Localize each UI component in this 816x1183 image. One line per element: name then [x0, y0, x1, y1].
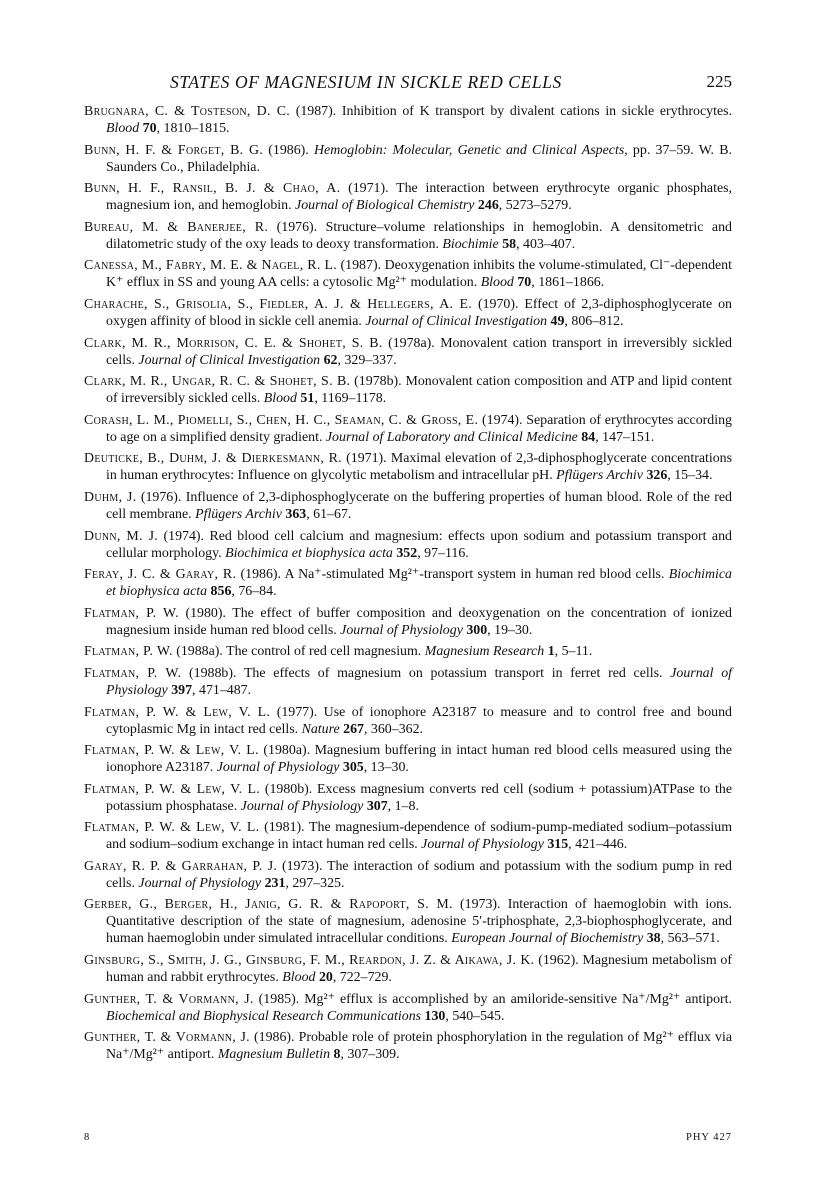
reference-volume: 38	[643, 931, 661, 947]
reference-pages: , 1861–1866.	[531, 275, 605, 291]
reference-entry	[84, 412, 732, 446]
page-footer	[84, 1132, 732, 1146]
reference-text: (1987). Deoxygenation inhibits the volume-stimulated, Cl⁻-dependent K⁺ efflux in SS and young AA cells: a cytosolic Mg²⁺ modulation.	[106, 258, 732, 291]
reference-pages: , 806–812.	[564, 313, 624, 329]
reference-authors: Flatman, P. W.	[84, 605, 179, 621]
reference-journal: Biochimica et biophysica acta	[225, 545, 393, 561]
reference-journal: Journal of Physiology	[340, 622, 463, 638]
reference-volume: 397	[167, 682, 193, 698]
reference-entry	[84, 566, 732, 600]
reference-text: (1962). Magnesium metabolism of human and rabbit erythrocytes.	[106, 953, 732, 986]
print-code: PHY 427	[686, 1132, 732, 1143]
reference-text: (1970). Effect of 2,3-diphosphoglycerate on oxygen affinity of blood in sickle cell anemia.	[106, 296, 732, 329]
reference-entry	[84, 896, 732, 947]
reference-journal: Journal of Clinical Investigation	[138, 352, 321, 368]
reference-entry	[84, 781, 732, 815]
reference-text: (1977). Use of ionophore A23187 to measure and to control free and bound cytoplasmic Mg in intact red cells.	[106, 704, 732, 737]
reference-volume: 130	[421, 1008, 446, 1024]
reference-volume: 326	[642, 468, 668, 484]
reference-text: (1985). Mg²⁺ efflux is accomplished by an amiloride-sensitive Na⁺/Mg²⁺ antiport.	[253, 991, 732, 1007]
reference-text: (1974). Red blood cell calcium and magnesium: effects upon sodium and potassium transport and cellular morphology.	[106, 528, 732, 561]
reference-pages: , 76–84.	[231, 584, 277, 600]
reference-pages: , 1–8.	[387, 798, 419, 814]
reference-entry	[84, 665, 732, 699]
reference-journal: Magnesium Bulletin	[217, 1047, 331, 1063]
reference-volume: 246	[474, 198, 499, 214]
reference-volume: 51	[296, 391, 315, 407]
reference-entry	[84, 1029, 732, 1063]
reference-volume: 315	[543, 837, 569, 853]
reference-text: (1987). Inhibition of K transport by divalent cations in sickle erythrocytes.	[290, 104, 732, 119]
reference-journal: Journal of Physiology	[421, 837, 544, 853]
reference-journal: Journal of Physiology	[138, 875, 262, 891]
reference-journal: Biochemical and Biophysical Research Communications	[106, 1008, 422, 1024]
reference-authors: Gunther, T. & Vormann, J.	[84, 1030, 250, 1046]
reference-authors: Flatman, P. W. & Lew, V. L.	[84, 704, 271, 720]
reference-pages: , 563–571.	[660, 931, 720, 947]
reference-text: (1971). The interaction between erythrocyte organic phosphates, magnesium ion, and hemoglobin.	[106, 181, 732, 214]
reference-entry	[84, 450, 732, 484]
reference-journal: Biochimie	[442, 236, 499, 252]
reference-text: (1980b). Excess magnesium converts red cell (sodium + potassium)ATPase to the potassium phosphatase.	[106, 781, 732, 814]
reference-pages: , pp. 37–59. W. B. Saunders Co., Philadelphia.	[106, 142, 732, 175]
reference-text: (1988b). The effects of magnesium on potassium transport in ferret red cells.	[181, 665, 671, 681]
reference-entry	[84, 373, 732, 407]
reference-volume: 49	[547, 313, 565, 329]
reference-pages: , 5273–5279.	[498, 198, 572, 214]
reference-text: (1980). The effect of buffer composition and deoxygenation on the concentration of ionized magnesium inside human red blood cells.	[106, 605, 732, 638]
reference-journal: Blood	[263, 391, 297, 407]
reference-journal: Blood	[282, 970, 316, 986]
reference-pages: , 403–407.	[516, 236, 576, 252]
reference-pages: , 13–30.	[363, 760, 409, 776]
reference-journal: Journal of Physiology	[240, 798, 364, 814]
reference-volume: 8	[330, 1047, 341, 1063]
reference-pages: , 97–116.	[417, 545, 469, 561]
reference-text: (1988a). The control of red cell magnesium.	[172, 644, 425, 660]
page-header	[84, 72, 732, 94]
reference-authors: Charache, S., Grisolia, S., Fiedler, A. J. & Hellegers, A. E.	[84, 296, 473, 312]
reference-journal: European Journal of Biochemistry	[451, 931, 644, 947]
reference-journal: Journal of Physiology	[216, 760, 340, 776]
reference-authors: Feray, J. C. & Garay, R.	[84, 567, 237, 583]
reference-pages: , 1810–1815.	[156, 121, 230, 136]
reference-authors: Flatman, P. W.	[84, 644, 173, 660]
reference-text: (1971). Maximal elevation of 2,3-diphosphoglycerate concentrations in human erythrocytes: Influence on glycolytic metabolism and intracellular pH.	[106, 451, 732, 484]
reference-authors: Corash, L. M., Piomelli, S., Chen, H. C., Seaman, C. & Gross, E.	[84, 412, 479, 428]
reference-authors: Duhm, J.	[84, 489, 137, 505]
reference-entry	[84, 952, 732, 986]
reference-text: (1978a). Monovalent cation transport in irreversibly sickled cells.	[106, 335, 732, 368]
reference-text: (1980a). Magnesium buffering in intact human red blood cells measured using the ionophore A23187.	[106, 743, 732, 776]
reference-entry	[84, 257, 732, 291]
reference-journal: Pflügers Archiv	[556, 468, 643, 484]
reference-volume: 1	[544, 644, 555, 660]
reference-text: (1986). Probable role of protein phosphorylation in the regulation of Mg²⁺ efflux via Na⁺/Mg²⁺ antiport.	[106, 1030, 732, 1063]
reference-volume: 20	[315, 970, 333, 986]
reference-volume: 231	[261, 875, 286, 891]
reference-journal: Biochimica et biophysica acta	[106, 567, 732, 600]
reference-pages: , 1169–1178.	[314, 391, 387, 407]
reference-journal: Magnesium Research	[424, 644, 545, 660]
reference-volume: 363	[281, 506, 307, 522]
reference-journal: Journal of Physiology	[106, 665, 732, 698]
reference-text: (1973). Interaction of haemoglobin with ions. Quantitative description of the state of magnesium, adenosine 5′-triphosphate, 2,3-biophosphoglycerate, and human haemoglobin under simulated intracellular conditions.	[106, 897, 732, 947]
reference-authors: Flatman, P. W. & Lew, V. L.	[84, 743, 259, 759]
reference-pages: , 360–362.	[363, 721, 424, 737]
reference-entry	[84, 991, 732, 1025]
reference-authors: Bureau, M. & Banerjee, R.	[84, 219, 269, 235]
reference-authors: Dunn, M. J.	[84, 528, 159, 544]
reference-volume: 352	[392, 545, 418, 561]
reference-pages: , 15–34.	[667, 468, 713, 484]
reference-authors: Deuticke, B., Duhm, J. & Dierkesmann, R.	[84, 451, 342, 467]
reference-text: (1986). A Na⁺-stimulated Mg²⁺-transport system in human red blood cells.	[236, 567, 669, 583]
reference-authors: Flatman, P. W. & Lew, V. L.	[84, 781, 261, 797]
reference-authors: Flatman, P. W. & Lew, V. L.	[84, 820, 260, 836]
reference-entry	[84, 605, 732, 639]
reference-volume: 305	[339, 760, 364, 776]
reference-volume: 70	[513, 275, 532, 291]
reference-entry	[84, 528, 732, 562]
reference-volume: 58	[498, 236, 517, 252]
reference-pages: , 421–446.	[568, 837, 628, 853]
reference-pages: , 307–309.	[340, 1047, 400, 1063]
reference-entry	[84, 296, 732, 330]
reference-entry	[84, 103, 732, 137]
reference-entry	[84, 335, 732, 369]
reference-journal: Blood	[106, 121, 140, 136]
reference-volume: 300	[462, 622, 488, 638]
reference-entry	[84, 704, 732, 738]
signature-mark: 8	[84, 1132, 91, 1143]
reference-text: (1976). Structure–volume relationships in hemoglobin. A densitometric and dilatometric study of the oxy leads to deoxy transformation.	[106, 219, 732, 252]
reference-journal: Journal of Biological Chemistry	[295, 198, 475, 214]
reference-volume: 84	[577, 429, 596, 445]
reference-journal: Nature	[301, 721, 340, 737]
reference-pages: , 19–30.	[487, 622, 533, 638]
reference-journal: Pflügers Archiv	[195, 506, 282, 522]
reference-authors: Ginsburg, S., Smith, J. G., Ginsburg, F. M., Reardon, J. Z. & Aikawa, J. K.	[84, 953, 535, 969]
reference-entry	[84, 142, 732, 176]
reference-authors: Flatman, P. W.	[84, 665, 182, 681]
reference-volume: 62	[320, 352, 338, 368]
reference-entry	[84, 489, 732, 523]
reference-authors: Bunn, H. F. & Forget, B. G.	[84, 142, 264, 158]
reference-authors: Gunther, T. & Vormann, J.	[84, 991, 254, 1007]
reference-volume: 267	[339, 721, 364, 737]
reference-journal: Hemoglobin: Molecular, Genetic and Clinical Aspects	[314, 142, 625, 158]
reference-authors: Garay, R. P. & Garrahan, P. J.	[84, 858, 278, 874]
reference-authors: Gerber, G., Berger, H., Janig, G. R. & Rapoport, S. M.	[84, 897, 453, 913]
reference-pages: , 722–729.	[332, 970, 392, 986]
reference-volume: 856	[207, 584, 232, 600]
reference-volume: 307	[363, 798, 388, 814]
reference-journal: Journal of Laboratory and Clinical Medicine	[325, 429, 578, 445]
reference-text: (1976). Influence of 2,3-diphosphoglycerate on the buffering properties of human blood. Role of the red cell membrane.	[106, 489, 732, 522]
reference-pages: , 61–67.	[306, 506, 352, 522]
reference-journal: Blood	[480, 275, 514, 291]
reference-volume: 70	[139, 121, 157, 136]
reference-pages: , 147–151.	[595, 429, 655, 445]
reference-text: (1981). The magnesium-dependence of sodium-pump-mediated sodium–potassium and sodium–sodium exchange in intact human red cells.	[106, 820, 732, 853]
reference-authors: Bunn, H. F., Ransil, B. J. & Chao, A.	[84, 181, 341, 197]
reference-pages: , 540–545.	[445, 1008, 505, 1024]
running-title: STATES OF MAGNESIUM IN SICKLE RED CELLS	[170, 72, 562, 92]
reference-text: (1974). Separation of erythrocytes according to age on a simplified density gradient.	[106, 412, 732, 445]
reference-entry	[84, 819, 732, 853]
reference-authors: Clark, M. R., Ungar, R. C. & Shohet, S. B.	[84, 374, 351, 390]
reference-entry	[84, 643, 732, 660]
reference-pages: , 297–325.	[285, 875, 345, 891]
reference-authors: Brugnara, C. & Tosteson, D. C.	[84, 104, 291, 119]
page-number: 225	[706, 72, 732, 91]
reference-authors: Canessa, M., Fabry, M. E. & Nagel, R. L.	[84, 258, 338, 274]
reference-pages: , 5–11.	[554, 644, 593, 660]
reference-pages: , 329–337.	[337, 352, 397, 368]
reference-entry	[84, 858, 732, 892]
reference-entry	[84, 219, 732, 253]
reference-entry	[84, 742, 732, 776]
reference-authors: Clark, M. R., Morrison, C. E. & Shohet, S. B.	[84, 335, 383, 351]
reference-text: (1973). The interaction of sodium and potassium with the sodium pump in red cells.	[106, 858, 732, 891]
reference-pages: , 471–487.	[192, 682, 252, 698]
reference-text: (1986).	[263, 142, 315, 158]
reference-entry	[84, 180, 732, 214]
reference-text: (1978b). Monovalent cation composition and ATP and lipid content of irreversibly sickled cells.	[106, 374, 732, 407]
reference-list	[84, 103, 732, 1068]
reference-journal: Journal of Clinical Investigation	[365, 313, 548, 329]
